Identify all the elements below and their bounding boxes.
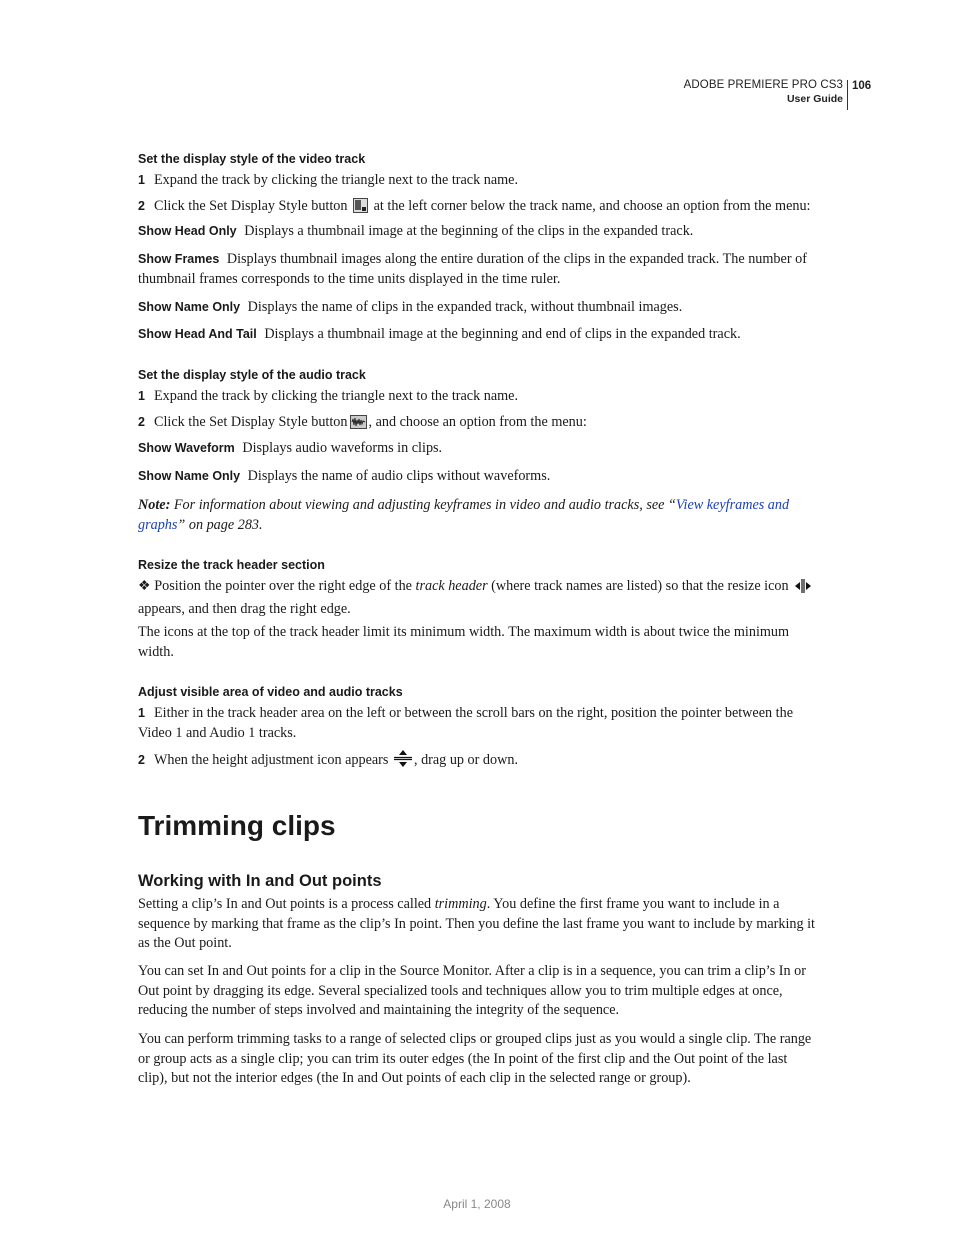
option-show-head-only: Show Head Only Displays a thumbnail image at the beginning of the clips in the expanded track.	[138, 223, 694, 239]
step-number: 2	[138, 199, 145, 213]
resize-heading: Resize the track header section	[138, 558, 325, 572]
page-number: 106	[847, 80, 871, 110]
step-number: 1	[138, 706, 145, 720]
video-step-2: 2 Click the Set Display Style button at the left corner below the track name, and choose an option from the menu:	[138, 197, 818, 220]
set-display-style-video-icon	[353, 198, 368, 220]
subsection-title: Working with In and Out points	[138, 872, 382, 890]
audio-step-2: 2 Click the Set Display Style button , and choose an option from the menu:	[138, 413, 818, 436]
note-label: Note:	[138, 497, 171, 513]
audio-step-1: 1 Expand the track by clicking the triangle next to the track name.	[138, 387, 818, 407]
section-title: Trimming clips	[138, 810, 336, 841]
note-paragraph: Note: For information about viewing and adjusting keyframes in video and audio tracks, see “View keyframes and graphs” on page 283.	[138, 497, 790, 533]
trimming-paragraph-1: Setting a clip’s In and Out points is a process called trimming. You define the first frame you want to include in a sequence by marking that frame as the clip’s In point. Then you define the last frame you want to include by marking it as the Out point.	[138, 896, 816, 951]
product-name: ADOBE PREMIERE PRO CS3	[683, 79, 843, 91]
resize-paragraph: The icons at the top of the track header limit its minimum width. The maximum width is about twice the minimum width.	[138, 624, 790, 660]
option-show-waveform: Show Waveform Displays audio waveforms in clips.	[138, 440, 443, 456]
guide-name: User Guide	[786, 93, 843, 105]
video-track-heading: Set the display style of the video track	[138, 152, 366, 166]
resize-icon	[794, 579, 812, 600]
running-header	[684, 79, 843, 105]
audio-track-heading: Set the display style of the audio track	[138, 368, 366, 382]
step-number: 2	[138, 753, 145, 767]
option-show-name-only: Show Name Only Displays the name of clips in the expanded track, without thumbnail images.	[138, 299, 683, 315]
footer-date: April 1, 2008	[443, 1197, 511, 1211]
view-keyframes-link[interactable]: View keyframes and graphs	[138, 497, 790, 533]
option-show-frames: Show Frames Displays thumbnail images along the entire duration of the clips in the expanded track. The number of thumbnail frames corresponds to the time units displayed in the time ruler.	[138, 251, 807, 287]
height-adjustment-icon	[394, 750, 412, 774]
adjust-step-1: 1 Either in the track header area on the left or between the scroll bars on the right, position the pointer between the Video 1 and Audio 1 tracks.	[138, 705, 793, 741]
video-step-1: 1 Expand the track by clicking the triangle next to the track name.	[138, 171, 818, 191]
adjust-heading: Adjust visible area of video and audio tracks	[138, 685, 403, 699]
resize-step: ❖ Position the pointer over the right edge of the track header (where track names are listed) so that the resize icon appears, and then drag the right edge.	[138, 577, 818, 619]
trimming-paragraph-2: You can set In and Out points for a clip in the Source Monitor. After a clip is in a sequence, you can trim a clip’s In or Out point by dragging its edge. Several specialized tools and techniques allow you to trim multiple edges at once, reducing the number of steps involved and maintaining the integrity of the sequence.	[138, 963, 806, 1018]
adjust-step-2: 2 When the height adjustment icon appears , drag up or down.	[138, 750, 818, 774]
step-number: 1	[138, 173, 145, 187]
step-number: 2	[138, 415, 145, 429]
bullet-icon: ❖	[138, 578, 151, 594]
step-number: 1	[138, 389, 145, 403]
option-audio-show-name-only: Show Name Only Displays the name of audio clips without waveforms.	[138, 468, 551, 484]
set-display-style-audio-icon	[350, 415, 367, 436]
trimming-paragraph-3: You can perform trimming tasks to a range of selected clips or grouped clips just as you would a single clip. The range or group acts as a single clip; you can trim its outer edges (the In point of the first clip and the Out point of the last clip), but not the interior edges (the In and Out points of each clip in the selected range or group).	[138, 1031, 812, 1086]
option-show-head-and-tail: Show Head And Tail Displays a thumbnail image at the beginning and end of clips in the expanded track.	[138, 326, 741, 342]
